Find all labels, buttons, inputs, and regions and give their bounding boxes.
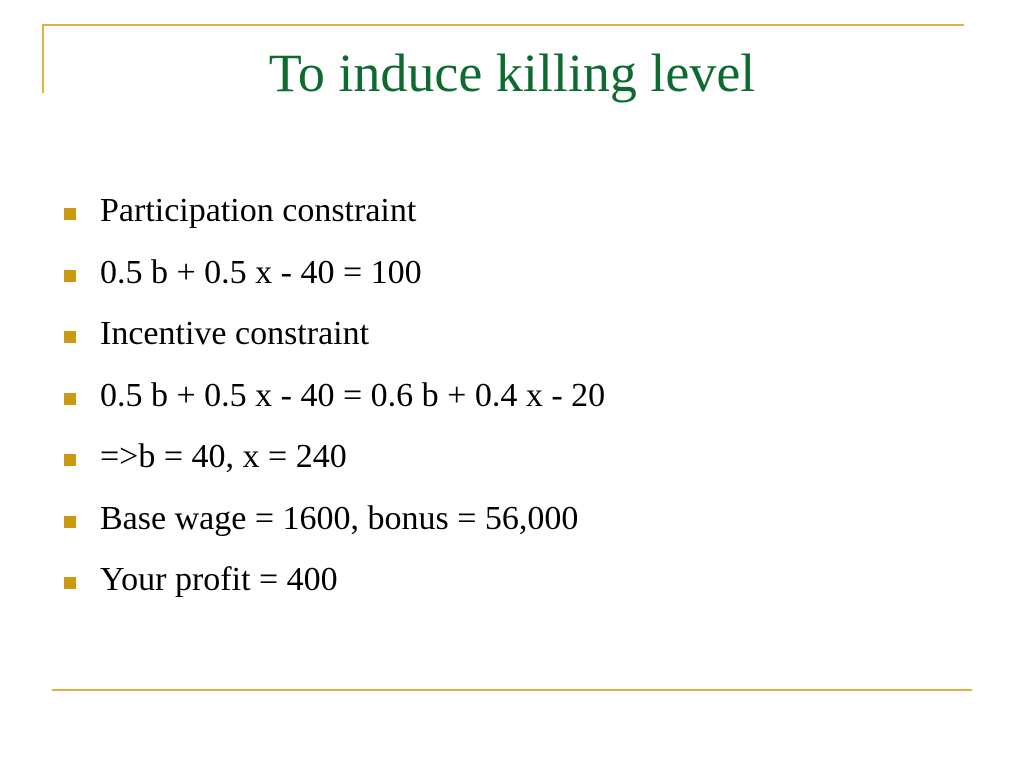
square-bullet-icon (64, 577, 76, 589)
bullet-profit (64, 555, 605, 617)
bullet-text: Your profit = 400 (100, 561, 338, 598)
bullet-base-wage-bonus (64, 494, 605, 556)
square-bullet-icon (64, 270, 76, 282)
bullet-participation-equation (64, 248, 605, 310)
bottom-decorative-rule (52, 689, 972, 691)
bullet-incentive-equation (64, 371, 605, 433)
bullet-solution (64, 432, 605, 494)
square-bullet-icon (64, 393, 76, 405)
square-bullet-icon (64, 208, 76, 220)
bullet-incentive-constraint (64, 309, 605, 371)
bullet-text: Base wage = 1600, bonus = 56,000 (100, 499, 579, 537)
bullet-text: Participation constraint (100, 192, 417, 229)
square-bullet-icon (64, 331, 76, 343)
bullet-list (64, 186, 605, 617)
bullet-participation-constraint (64, 186, 605, 248)
bullet-text: 0.5 b + 0.5 x - 40 = 100 (100, 253, 422, 291)
square-bullet-icon (64, 516, 76, 528)
bullet-text: 0.5 b + 0.5 x - 40 = 0.6 b + 0.4 x - 20 (100, 376, 606, 414)
top-decorative-rule (42, 24, 964, 26)
slide-title: To induce killing level (268, 43, 756, 103)
bullet-text: Incentive constraint (100, 315, 370, 352)
bullet-text: =>b = 40, x = 240 (100, 438, 347, 475)
square-bullet-icon (64, 454, 76, 466)
